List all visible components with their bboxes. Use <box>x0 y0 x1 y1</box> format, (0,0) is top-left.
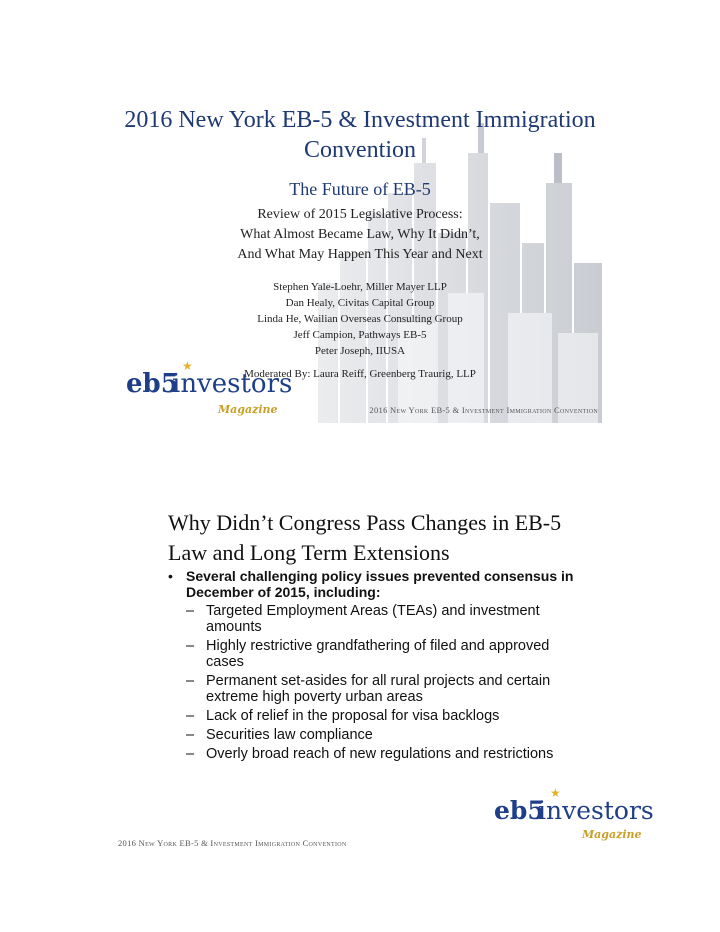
slide-1 <box>118 93 602 423</box>
sub-item: – Lack of relief in the proposal for visa backlogs <box>186 708 500 724</box>
speaker: Jeff Campion, Pathways EB-5 <box>293 329 427 341</box>
slide-1-footer: 2016 New York EB-5 & Investment Immigration Convention <box>369 405 598 415</box>
speaker: Linda He, Wailian Overseas Consulting Group <box>257 313 463 325</box>
star-icon: ★ <box>550 786 561 800</box>
speaker-list <box>118 279 602 359</box>
sub-item: – Highly restrictive grandfathering of filed and approved cases <box>186 638 550 670</box>
bullet-icon: • <box>168 568 173 584</box>
star-icon: ★ <box>182 359 193 373</box>
dash-icon: – <box>186 746 195 762</box>
speaker: Stephen Yale-Loehr, Miller Mayer LLP <box>273 281 447 293</box>
eb5-investors-logo: ★ eb5 investors Magazine <box>126 359 293 416</box>
speaker: Peter Joseph, IIUSA <box>314 345 406 357</box>
moderator: Moderated By: Laura Reiff, Greenberg Traurig, LLP <box>244 368 476 380</box>
dash-icon: – <box>186 708 195 724</box>
review-line: Review of 2015 Legislative Process: <box>257 207 463 222</box>
dash-icon: – <box>186 603 195 619</box>
speaker: Dan Healy, Civitas Capital Group <box>285 297 435 309</box>
slide-1-title: 2016 New York EB-5 & Investment Immigration Convention <box>124 107 596 163</box>
sub-item: – Targeted Employment Areas (TEAs) and investment amounts <box>186 603 540 635</box>
bullet-list <box>168 568 578 762</box>
bullet-text: Several challenging policy issues prevented consensus in December of 2015, including: <box>186 568 574 600</box>
review-line: What Almost Became Law, Why It Didn’t, <box>240 227 480 242</box>
sub-item: – Overly broad reach of new regulations and restrictions <box>186 746 554 762</box>
slide-1-subtitle: The Future of EB-5 <box>289 179 431 199</box>
sub-item: – Securities law compliance <box>186 727 373 743</box>
eb5-investors-logo: ★ eb5 investors Magazine <box>494 786 654 841</box>
slide-1-review-text <box>118 205 602 265</box>
dash-icon: – <box>186 638 195 654</box>
bullet-item <box>168 568 578 600</box>
slide-2 <box>118 490 654 860</box>
dash-icon: – <box>186 727 195 743</box>
slide-2-footer: 2016 New York EB-5 & Investment Immigration Convention <box>118 838 347 848</box>
slide-2-title: Why Didn’t Congress Pass Changes in EB-5 Law and Long Term Extensions <box>168 510 562 565</box>
dash-icon: – <box>186 673 195 689</box>
sub-item: – Permanent set-asides for all rural projects and certain extreme high poverty urban areas <box>186 673 551 705</box>
review-line: And What May Happen This Year and Next <box>237 247 483 262</box>
